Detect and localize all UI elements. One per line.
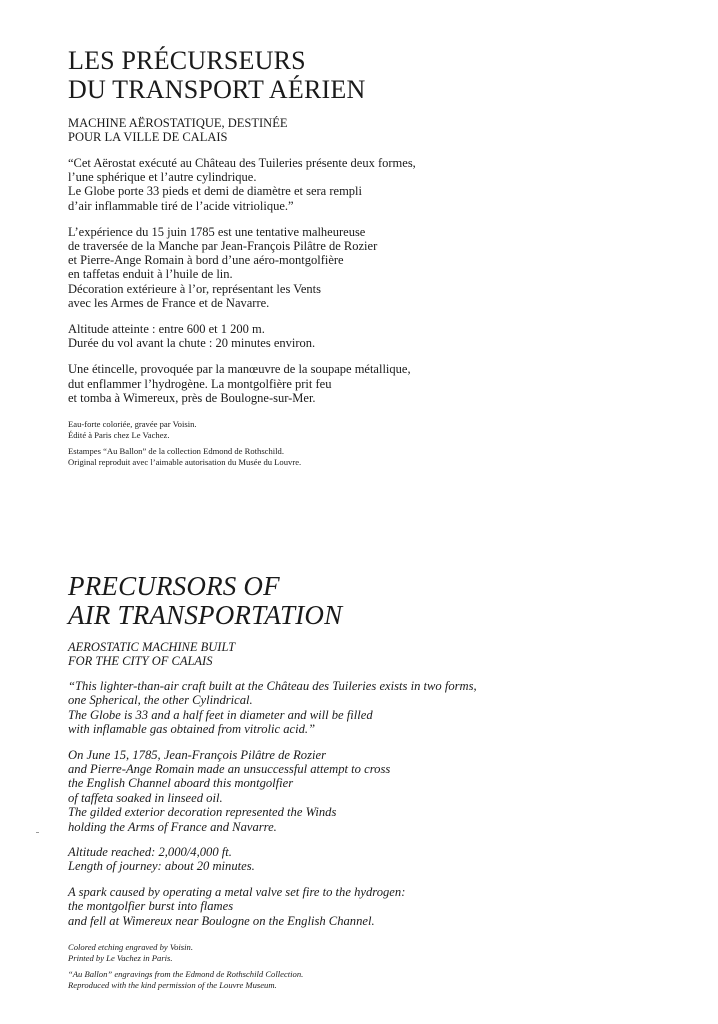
english-subtitle [68, 640, 668, 668]
credit-line: Reproduced with the kind permission of the Louvre Museum. [68, 979, 277, 990]
english-subtitle-line: AEROSTATIC MACHINE BUILT [68, 640, 236, 654]
text-line: Altitude reached: 2,000/4,000 ft. [68, 845, 232, 860]
text-line: Length of journey: about 20 minutes. [68, 859, 255, 874]
credit-group [68, 969, 668, 990]
text-line: and Pierre-Ange Romain made an unsuccessful attempt to cross [68, 762, 391, 777]
text-line: The gilded exterior decoration represented the Winds [68, 805, 337, 820]
french-title [68, 46, 668, 104]
english-title-line: AIR TRANSPORTATION [68, 600, 343, 630]
french-credits [68, 419, 668, 467]
text-line: Altitude atteinte : entre 600 et 1 200 m. [68, 322, 265, 337]
credit-group [68, 942, 668, 963]
english-section [68, 572, 668, 990]
credit-line: Édité à Paris chez Le Vachez. [68, 429, 170, 440]
text-line: the montgolfier burst into flames [68, 899, 234, 914]
text-line: A spark caused by operating a metal valve set fire to the hydrogen: [68, 884, 406, 899]
french-subtitle-line: MACHINE AËROSTATIQUE, DESTINÉE [68, 116, 288, 130]
text-line: de traversée de la Manche par Jean-François Pilâtre de Rozier [68, 239, 378, 254]
text-line: On June 15, 1785, Jean-François Pilâtre de Rozier [68, 747, 326, 762]
french-section [68, 46, 668, 467]
text-line: Durée du vol avant la chute : 20 minutes environ. [68, 336, 316, 351]
french-history-paragraph [68, 225, 668, 310]
credit-line: Original reproduit avec l’aimable autorisation du Musée du Louvre. [68, 456, 302, 467]
english-history-paragraph [68, 748, 668, 834]
text-line: the English Channel aboard this montgolfier [68, 776, 294, 791]
french-subtitle-line: POUR LA VILLE DE CALAIS [68, 130, 228, 144]
text-line: dut enflammer l’hydrogène. La montgolfière prit feu [68, 376, 332, 391]
text-line: en taffetas enduit à l’huile de lin. [68, 267, 233, 282]
english-title-line: PRECURSORS OF [68, 571, 280, 601]
french-title-line: DU TRANSPORT AÉRIEN [68, 75, 366, 104]
credit-line: Eau-forte coloriée, gravée par Voisin. [68, 419, 197, 430]
text-line: L’expérience du 15 juin 1785 est une tentative malheureuse [68, 224, 366, 239]
english-subtitle-line: FOR THE CITY OF CALAIS [68, 654, 213, 668]
credit-line: Estampes “Au Ballon” de la collection Edmond de Rothschild. [68, 446, 284, 457]
french-subtitle [68, 116, 668, 144]
english-spark-paragraph [68, 885, 668, 928]
english-quote-paragraph [68, 679, 668, 737]
text-line: avec les Armes de France et de Navarre. [68, 295, 270, 310]
text-line: and fell at Wimereux near Boulogne on the English Channel. [68, 913, 375, 928]
credit-group [68, 446, 668, 467]
french-spark-paragraph [68, 362, 668, 405]
text-line: Décoration extérieure à l’or, représentant les Vents [68, 281, 321, 296]
credit-group [68, 419, 668, 440]
text-line: with inflamable gas obtained from vitrolic acid.” [68, 722, 316, 737]
french-title-line: LES PRÉCURSEURS [68, 46, 306, 75]
text-line: of taffeta soaked in linseed oil. [68, 790, 223, 805]
english-title [68, 572, 668, 630]
credit-line: “Au Ballon” engravings from the Edmond de Rothschild Collection. [68, 969, 304, 980]
text-line: Le Globe porte 33 pieds et demi de diamètre et sera rempli [68, 184, 362, 199]
text-line: “Cet Aërostat exécuté au Château des Tuileries présente deux formes, [68, 156, 416, 170]
text-line: d’air inflammable tiré de l’acide vitriolique.” [68, 198, 294, 213]
text-line: one Spherical, the other Cylindrical. [68, 693, 253, 708]
credit-line: Colored etching engraved by Voisin. [68, 942, 193, 953]
french-altitude-paragraph [68, 322, 668, 350]
text-line: l’une sphérique et l’autre cylindrique. [68, 170, 257, 185]
credit-line: Printed by Le Vachez in Paris. [68, 952, 173, 963]
text-line: et Pierre-Ange Romain à bord d’une aéro-montgolfière [68, 253, 344, 268]
text-line: “This lighter-than-air craft built at the Château des Tuileries exists in two forms, [68, 679, 477, 693]
english-credits [68, 942, 668, 990]
french-quote-paragraph [68, 156, 668, 213]
text-line: holding the Arms of France and Navarre. [68, 819, 277, 834]
text-line: et tomba à Wimereux, près de Boulogne-sur-Mer. [68, 390, 316, 405]
margin-mark [36, 832, 39, 833]
text-line: The Globe is 33 and a half feet in diameter and will be filled [68, 707, 373, 722]
text-line: Une étincelle, provoquée par la manœuvre de la soupape métallique, [68, 362, 411, 377]
english-altitude-paragraph [68, 845, 668, 874]
